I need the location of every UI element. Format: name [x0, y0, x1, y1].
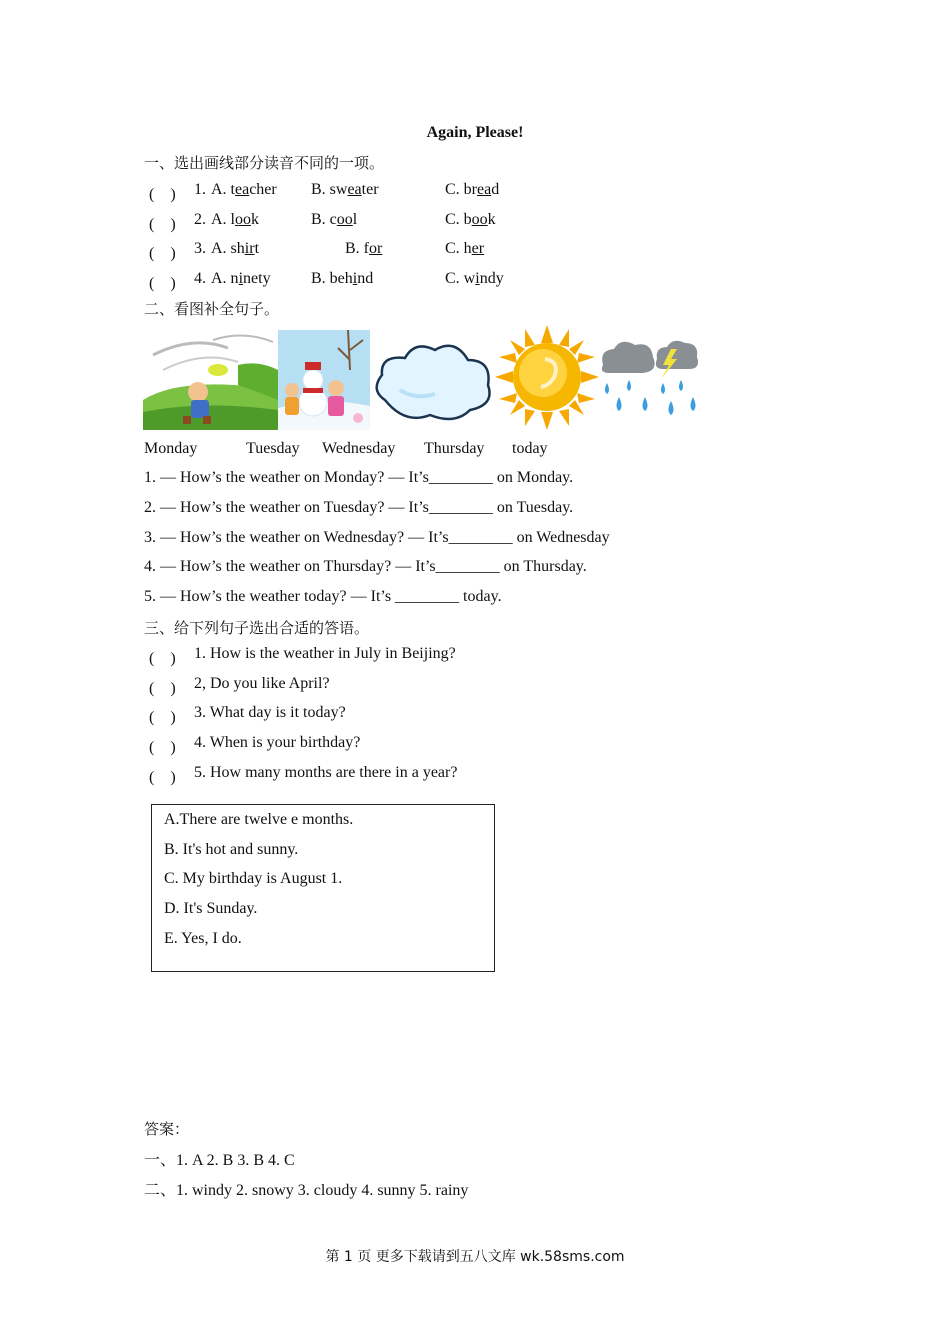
- answer-option: A.There are twelve e months.: [164, 811, 354, 828]
- section1-heading: 一、选出画线部分读音不同的一项。: [144, 154, 385, 172]
- section3-heading: 三、给下列句子选出合适的答语。: [144, 619, 370, 637]
- option-c: C. her: [445, 240, 485, 257]
- answer-paren[interactable]: ( ): [149, 709, 176, 726]
- snowy-picture: [278, 330, 370, 430]
- option-c: C. bread: [445, 181, 500, 198]
- answer-option: E. Yes, I do.: [164, 930, 242, 947]
- option-b: B. cool: [311, 211, 358, 228]
- cloudy-picture: [370, 330, 495, 430]
- day-label: Monday: [144, 440, 198, 457]
- option-b: B. behind: [311, 270, 374, 287]
- question-text: 2, Do you like April?: [194, 675, 330, 692]
- answer-option: B. It's hot and sunny.: [164, 841, 299, 858]
- windy-picture: [143, 330, 278, 430]
- fill-sentence[interactable]: 4. — How’s the weather on Thursday? — It’s________ on Thursday.: [144, 558, 587, 575]
- answer-paren[interactable]: ( ): [149, 275, 176, 292]
- option-b: B. sweater: [311, 181, 379, 198]
- answers-line-2: 二、1. windy 2. snowy 3. cloudy 4. sunny 5. rainy: [144, 1182, 469, 1199]
- answers-label: 答案：: [144, 1120, 190, 1138]
- fill-sentence[interactable]: 1. — How’s the weather on Monday? — It’s________ on Monday.: [144, 469, 574, 486]
- question-text: 5. How many months are there in a year?: [194, 764, 458, 781]
- answer-option: C. My birthday is August 1.: [164, 870, 343, 887]
- fill-sentence[interactable]: 2. — How’s the weather on Tuesday? — It’s________ on Tuesday.: [144, 499, 574, 516]
- page-footer: 第 1 页 更多下载请到五八文库 wk.58sms.com: [325, 1249, 625, 1265]
- option-a: A. ninety: [211, 270, 271, 287]
- item-number: 2.: [194, 211, 206, 228]
- question-text: 3. What day is it today?: [194, 704, 346, 721]
- section2-heading: 二、看图补全句子。: [144, 300, 280, 318]
- answer-paren[interactable]: ( ): [149, 739, 176, 756]
- answer-paren[interactable]: ( ): [149, 186, 176, 203]
- day-label: Wednesday: [322, 440, 396, 457]
- option-b: B. for: [345, 240, 383, 257]
- answer-paren[interactable]: ( ): [149, 216, 176, 233]
- question-text: 4. When is your birthday?: [194, 734, 361, 751]
- sunny-picture: [495, 325, 599, 430]
- day-label: Thursday: [424, 440, 485, 457]
- item-number: 3.: [194, 240, 206, 257]
- answer-paren[interactable]: ( ): [149, 680, 176, 697]
- fill-sentence[interactable]: 5. — How’s the weather today? — It’s ________ today.: [144, 588, 502, 605]
- answer-paren[interactable]: ( ): [149, 245, 176, 262]
- answer-option: D. It's Sunday.: [164, 900, 258, 917]
- option-a: A. look: [211, 211, 259, 228]
- question-text: 1. How is the weather in July in Beijing?: [194, 645, 456, 662]
- item-number: 4.: [194, 270, 206, 287]
- option-c: C. windy: [445, 270, 504, 287]
- answer-paren[interactable]: ( ): [149, 650, 176, 667]
- answers-line-1: 一、1. A 2. B 3. B 4. C: [144, 1152, 295, 1169]
- item-number: 1.: [194, 181, 206, 198]
- day-label: today: [512, 440, 548, 457]
- option-c: C. book: [445, 211, 496, 228]
- fill-sentence[interactable]: 3. — How’s the weather on Wednesday? — It’s________ on Wednesday: [144, 529, 610, 546]
- option-a: A. teacher: [211, 181, 277, 198]
- page-title: Again, Please!: [426, 124, 524, 141]
- day-label: Tuesday: [246, 440, 300, 457]
- answer-paren[interactable]: ( ): [149, 769, 176, 786]
- rainy-picture: [599, 335, 702, 430]
- option-a: A. shirt: [211, 240, 260, 257]
